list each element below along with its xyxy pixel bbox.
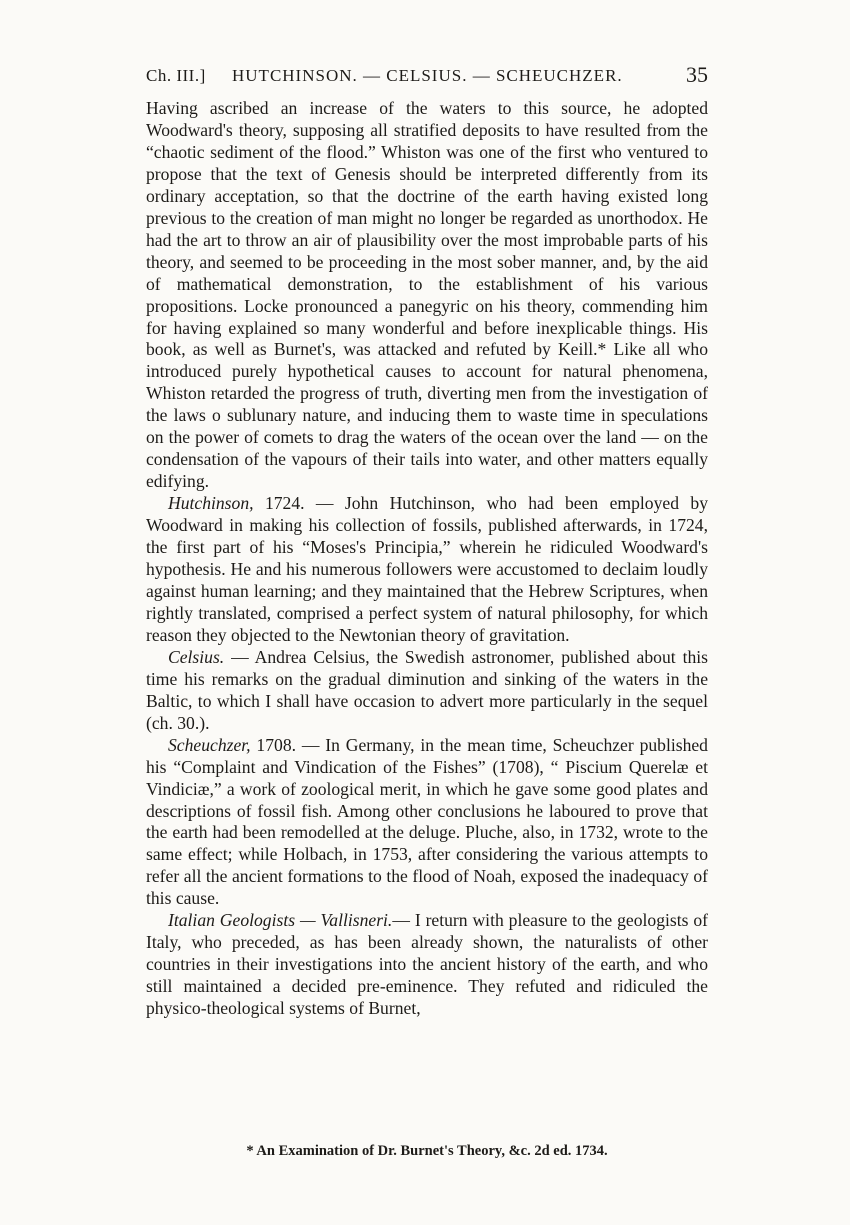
- running-header: [146, 64, 708, 94]
- paragraph-italian-geologists-lead: Italian Geologists — Vallisneri.: [168, 910, 393, 931]
- paragraph-celsius: [146, 647, 708, 735]
- paragraph-hutchinson-lead: Hutchinson,: [168, 493, 254, 514]
- paragraph-scheuchzer: [146, 735, 708, 911]
- paragraph-scheuchzer-lead: Scheuchzer,: [168, 734, 251, 755]
- paragraph-italian-geologists-text: — I return with pleasure to the geologists of Italy, who preceded, as has been already shown, the naturalists of other countries in their investigations into the ancient history of the earth, and who still maintained a decided pre-eminence. They refuted and ridiculed the physico-theological systems of Burnet,: [146, 910, 709, 1019]
- header-title: HUTCHINSON. — CELSIUS. — SCHEUCHZER.: [232, 66, 623, 85]
- paragraph-celsius-lead: Celsius.: [168, 646, 225, 667]
- chapter-label: Ch. III.]: [146, 66, 206, 85]
- paragraph-1: [146, 98, 708, 493]
- paragraph-celsius-text: — Andrea Celsius, the Swedish astronomer, published about this time his remarks on the gradual diminution and sinking of the waters in the Baltic, to which I shall have occasion to advert more particularly in the sequel (ch. 30.).: [146, 646, 708, 733]
- footnote: * An Examination of Dr. Burnet's Theory, &c. 2d ed. 1734.: [246, 1143, 608, 1159]
- paragraph-scheuchzer-text: 1708. — In Germany, in the mean time, Scheuchzer published his “Complaint and Vindication of the Fishes” (1708), “ Piscium Querelæ et Vindiciæ,” a work of zoological merit, in which he gave some good plates and descriptions of fossil fish. Among other conclusions he laboured to prove that the earth had been remodelled at the deluge. Pluche, also, in 1732, wrote to the same effect; while Holbach, in 1753, after considering the various attempts to refer all the ancient formations to the flood of Noah, exposed the inadequacy of this cause.: [146, 734, 708, 909]
- paragraph-italian-geologists: [146, 910, 708, 1020]
- page-number: 35: [686, 62, 708, 87]
- paragraph-1-text: Having ascribed an increase of the waters to this source, he adopted Woodward's theory, supposing all stratified deposits to have resulted from the “chaotic sediment of the flood.” Whiston was one of the first who ventured to propose that the text of Genesis should be interpreted differently from its ordinary acceptation, so that the doctrine of the earth having existed long previous to the creation of man might no longer be regarded as unorthodox. He had the art to throw an air of plausibility over the most improbable parts of his theory, and seemed to be proceeding in the most sober manner, and, by the aid of mathematical demonstration, to the establishment of his various propositions. Locke pronounced a panegyric on his theory, commending him for having explained so many wonderful and before inexplicable things. His book, as well as Burnet's, was attacked and refuted by Keill.* Like all who introduced purely hypothetical causes to account for natural phenomena, Whiston retarded the progress of truth, diverting men from the investigation of the laws o sublunary nature, and inducing them to waste time in speculations on the power of comets to drag the waters of the ocean over the land — on the condensation of the vapours of their tails into water, and other matters equally edifying.: [146, 98, 708, 492]
- paragraph-hutchinson-text: 1724. — John Hutchinson, who had been employed by Woodward in making his collection of fossils, published afterwards, in 1724, the first part of his “Moses's Principia,” wherein he ridiculed Woodward's hypothesis. He and his numerous followers were accustomed to declaim loudly against human learning; and they maintained that the Hebrew Scriptures, when rightly translated, comprised a perfect system of natural philosophy, for which reason they objected to the Newtonian theory of gravitation.: [146, 493, 708, 645]
- body-text: [146, 98, 708, 1020]
- paragraph-hutchinson: [146, 493, 708, 647]
